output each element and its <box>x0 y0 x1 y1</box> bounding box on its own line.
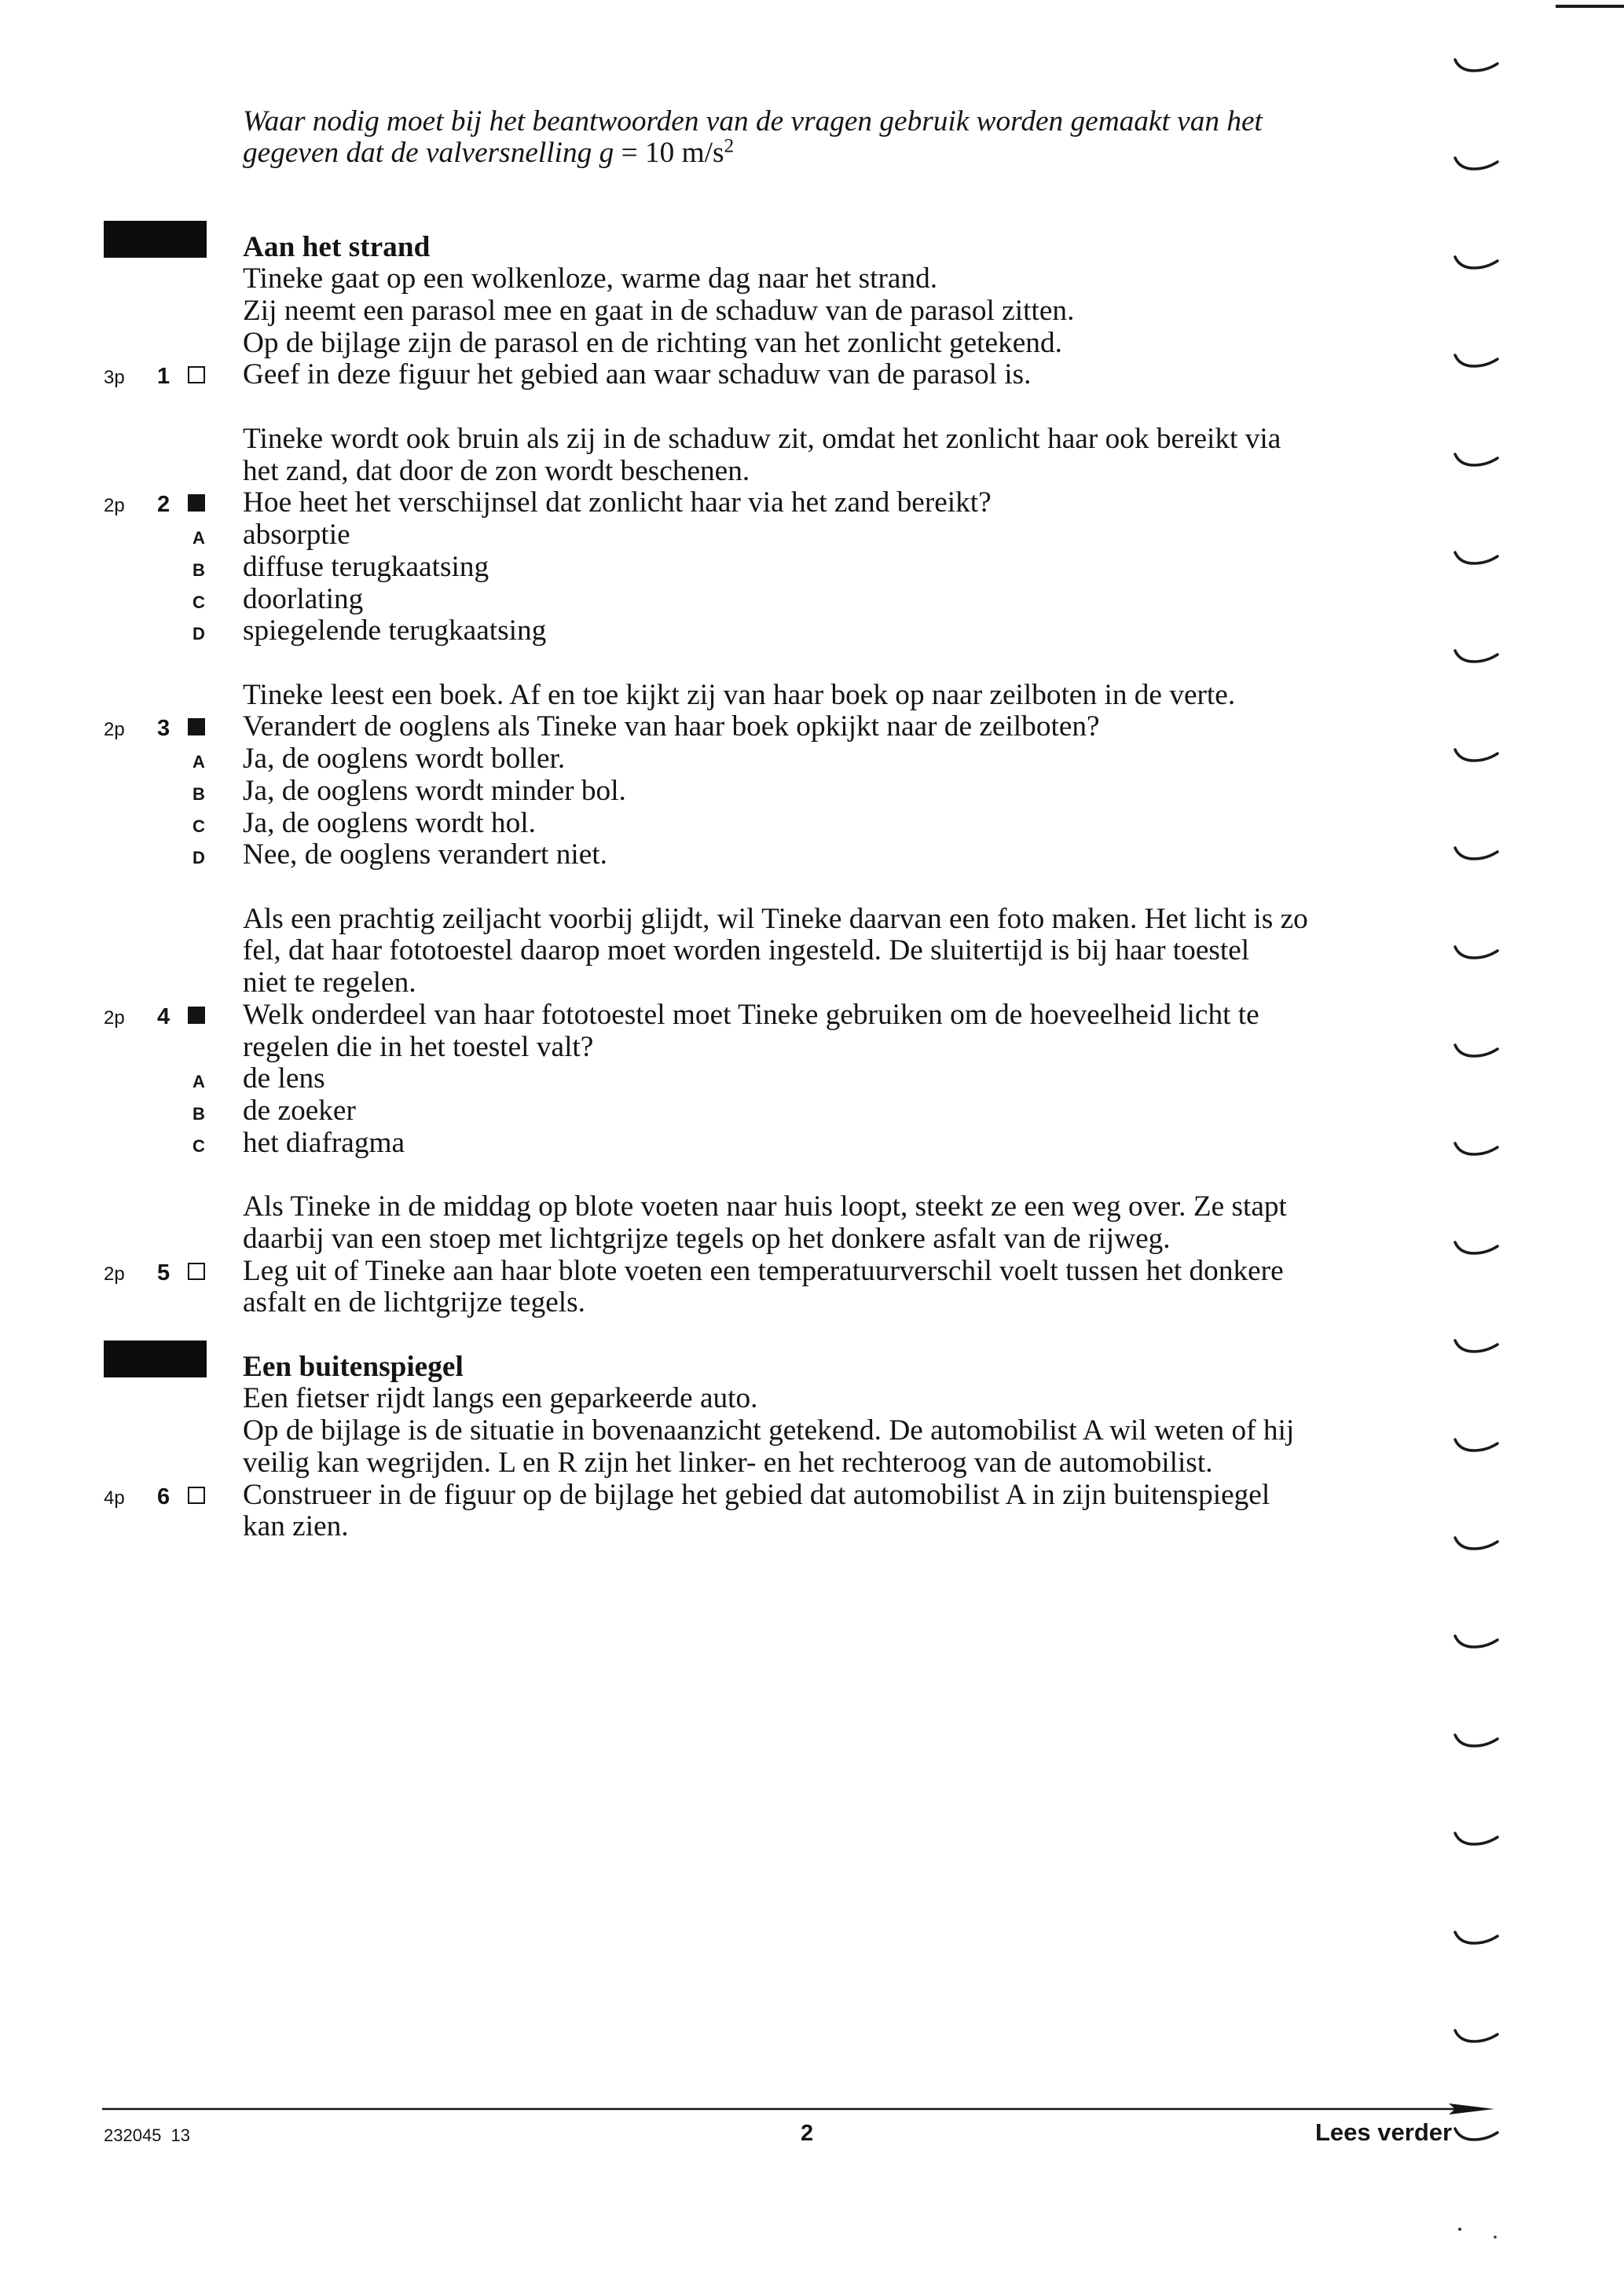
question-text: asfalt en de lichtgrijze tegels. <box>243 1286 585 1319</box>
binding-mark <box>1455 2030 1498 2041</box>
question-marker-box <box>188 494 205 512</box>
question-number: 3 <box>157 716 170 742</box>
context-line: fel, dat haar fototoestel daarop moet worden ingesteld. De sluitertijd is bij haar toestel <box>243 934 1250 967</box>
option-text: Ja, de ooglens wordt boller. <box>243 743 566 776</box>
binding-marks <box>1450 0 1507 2296</box>
binding-mark <box>1455 1932 1498 1943</box>
context-line: Een fietser rijdt langs een geparkeerde auto. <box>243 1382 758 1415</box>
binding-mark <box>1455 355 1498 366</box>
questions <box>0 232 1624 1543</box>
answer-option <box>0 1095 1624 1128</box>
question-marker-box <box>188 718 205 735</box>
binding-mark <box>1455 158 1498 169</box>
footer-arrow-rule <box>101 2100 1499 2118</box>
exam-code: 232045 13 <box>104 2125 190 2145</box>
section-title: Een buitenspiegel <box>243 1350 464 1383</box>
option-letter: D <box>192 848 205 868</box>
binding-mark <box>1455 848 1498 859</box>
gravity-value: = 10 m/s <box>621 137 724 170</box>
question-points: 2p <box>104 719 125 741</box>
binding-mark <box>1455 947 1498 958</box>
context-line: het zand, dat door de zon wordt beschenen. <box>243 454 750 487</box>
option-letter: C <box>192 1135 205 1156</box>
binding-mark <box>1455 1833 1498 1844</box>
question-points: 4p <box>104 1487 125 1509</box>
binding-mark <box>1455 60 1498 71</box>
section-marker-bar <box>104 1341 207 1377</box>
question-marker-box <box>188 366 205 383</box>
binding-mark <box>1455 1440 1498 1451</box>
question-row <box>0 1480 1624 1512</box>
context-line: Tineke leest een boek. Af en toe kijkt zij van haar boek op naar zeilboten in de verte. <box>243 678 1236 711</box>
option-text: diffuse terugkaatsing <box>243 550 489 583</box>
page-number: 2 <box>801 2121 814 2146</box>
option-text: het diafragma <box>243 1126 405 1159</box>
context-line: Zij neemt een parasol mee en gaat in de schaduw van de parasol zitten. <box>243 295 1075 328</box>
instruction-text: gegeven dat de valversnelling <box>243 137 592 170</box>
binding-mark <box>1455 1045 1498 1056</box>
unit-exponent: 2 <box>724 134 735 157</box>
question-row <box>0 1256 1624 1288</box>
question-text: Leg uit of Tineke aan haar blote voeten een temperatuurverschil voelt tussen het donkere <box>243 1254 1284 1287</box>
answer-option <box>0 839 1624 871</box>
question-row <box>0 487 1624 519</box>
question-marker-box <box>188 1007 205 1024</box>
binding-mark <box>1455 750 1498 761</box>
context-line: Als een prachtig zeiljacht voorbij glijdt, wil Tineke daarvan een foto maken. Het licht is zo <box>243 902 1308 935</box>
binding-mark <box>1455 454 1498 465</box>
context-line: Op de bijlage is de situatie in bovenaanzicht getekend. De automobilist A wil weten of hij <box>243 1414 1295 1447</box>
option-text: de lens <box>243 1062 325 1095</box>
answer-option <box>0 519 1624 552</box>
answer-option <box>0 1063 1624 1095</box>
question-number: 2 <box>157 492 170 518</box>
scan-speck <box>1458 2228 1461 2231</box>
answer-option <box>0 776 1624 808</box>
context-line: niet te regelen. <box>243 966 416 999</box>
question-points: 2p <box>104 1263 125 1285</box>
option-letter: B <box>192 783 205 804</box>
context-line: Op de bijlage zijn de parasol en de richting van het zonlicht getekend. <box>243 326 1062 359</box>
section-heading <box>0 232 1624 264</box>
option-letter: A <box>192 1072 205 1092</box>
answer-option <box>0 1128 1624 1160</box>
question-row <box>0 359 1624 391</box>
question-marker-box <box>188 1263 205 1280</box>
option-letter: B <box>192 559 205 580</box>
binding-mark <box>1455 257 1498 268</box>
question-text: Welk onderdeel van haar fototoestel moet Tineke gebruiken om de hoeveelheid licht te <box>243 998 1259 1031</box>
option-text: doorlating <box>243 582 364 615</box>
binding-mark <box>1455 1735 1498 1746</box>
continue-label: Lees verder <box>1315 2118 1453 2146</box>
question-text: Construeer in de figuur op de bijlage het gebied dat automobilist A in zijn buitenspiegel <box>243 1478 1270 1511</box>
scan-speck <box>1494 2235 1497 2239</box>
question-points: 2p <box>104 495 125 517</box>
option-letter: A <box>192 752 205 772</box>
binding-mark <box>1455 1242 1498 1253</box>
question-text: Hoe heet het verschijnsel dat zonlicht haar via het zand bereikt? <box>243 486 992 519</box>
option-text: Ja, de ooglens wordt hol. <box>243 806 536 839</box>
question-text: Geef in deze figuur het gebied aan waar schaduw van de parasol is. <box>243 358 1032 391</box>
binding-mark <box>1455 552 1498 563</box>
question-row <box>0 999 1624 1032</box>
option-letter: D <box>192 624 205 644</box>
instructions <box>0 106 1624 170</box>
option-letter: A <box>192 528 205 548</box>
instruction-line: Waar nodig moet bij het beantwoorden van de vragen gebruik worden gemaakt van het <box>243 105 1263 138</box>
answer-option <box>0 615 1624 647</box>
context-line: daarbij van een stoep met lichtgrijze tegels op het donkere asfalt van de rijweg. <box>243 1222 1171 1255</box>
context-line: Als Tineke in de middag op blote voeten naar huis loopt, steekt ze een weg over. Ze stapt <box>243 1190 1287 1223</box>
question-text: Verandert de ooglens als Tineke van haar boek opkijkt naar de zeilboten? <box>243 710 1100 743</box>
option-text: spiegelende terugkaatsing <box>243 614 547 647</box>
section-heading <box>0 1352 1624 1384</box>
binding-mark <box>1455 1636 1498 1647</box>
question-number: 6 <box>157 1484 170 1509</box>
question-number: 1 <box>157 364 170 390</box>
question-number: 4 <box>157 1003 170 1029</box>
answer-option <box>0 808 1624 840</box>
option-letter: B <box>192 1104 205 1124</box>
option-letter: C <box>192 816 205 836</box>
section-marker-bar <box>104 221 207 258</box>
question-number: 5 <box>157 1260 170 1286</box>
question-text: kan zien. <box>243 1510 349 1543</box>
option-text: de zoeker <box>243 1095 356 1127</box>
question-points: 2p <box>104 1007 125 1029</box>
question-text: regelen die in het toestel valt? <box>243 1030 594 1063</box>
question-points: 3p <box>104 367 125 389</box>
instruction-line <box>0 134 1624 170</box>
context-line: veilig kan wegrijden. L en R zijn het linker- en het rechteroog van de automobilist. <box>243 1446 1213 1479</box>
option-text: Nee, de ooglens verandert niet. <box>243 838 607 871</box>
option-text: absorptie <box>243 519 350 552</box>
binding-mark <box>1455 1538 1498 1549</box>
binding-mark <box>1455 651 1498 662</box>
gravity-symbol: g <box>599 137 614 170</box>
binding-mark <box>1455 1143 1498 1154</box>
question-marker-box <box>188 1487 205 1504</box>
corner-rule <box>1556 5 1624 8</box>
answer-option <box>0 552 1624 584</box>
binding-mark <box>1455 1341 1498 1352</box>
footer-rule <box>101 2100 1499 2118</box>
binding-mark <box>1455 2129 1498 2140</box>
question-row <box>0 711 1624 743</box>
context-line: Tineke wordt ook bruin als zij in de schaduw zit, omdat het zonlicht haar ook bereikt via <box>243 422 1281 455</box>
answer-option <box>0 743 1624 776</box>
context-line: Tineke gaat op een wolkenloze, warme dag naar het strand. <box>243 262 938 295</box>
option-letter: C <box>192 592 205 612</box>
answer-option <box>0 584 1624 616</box>
section-title: Aan het strand <box>243 230 431 263</box>
option-text: Ja, de ooglens wordt minder bol. <box>243 774 626 807</box>
